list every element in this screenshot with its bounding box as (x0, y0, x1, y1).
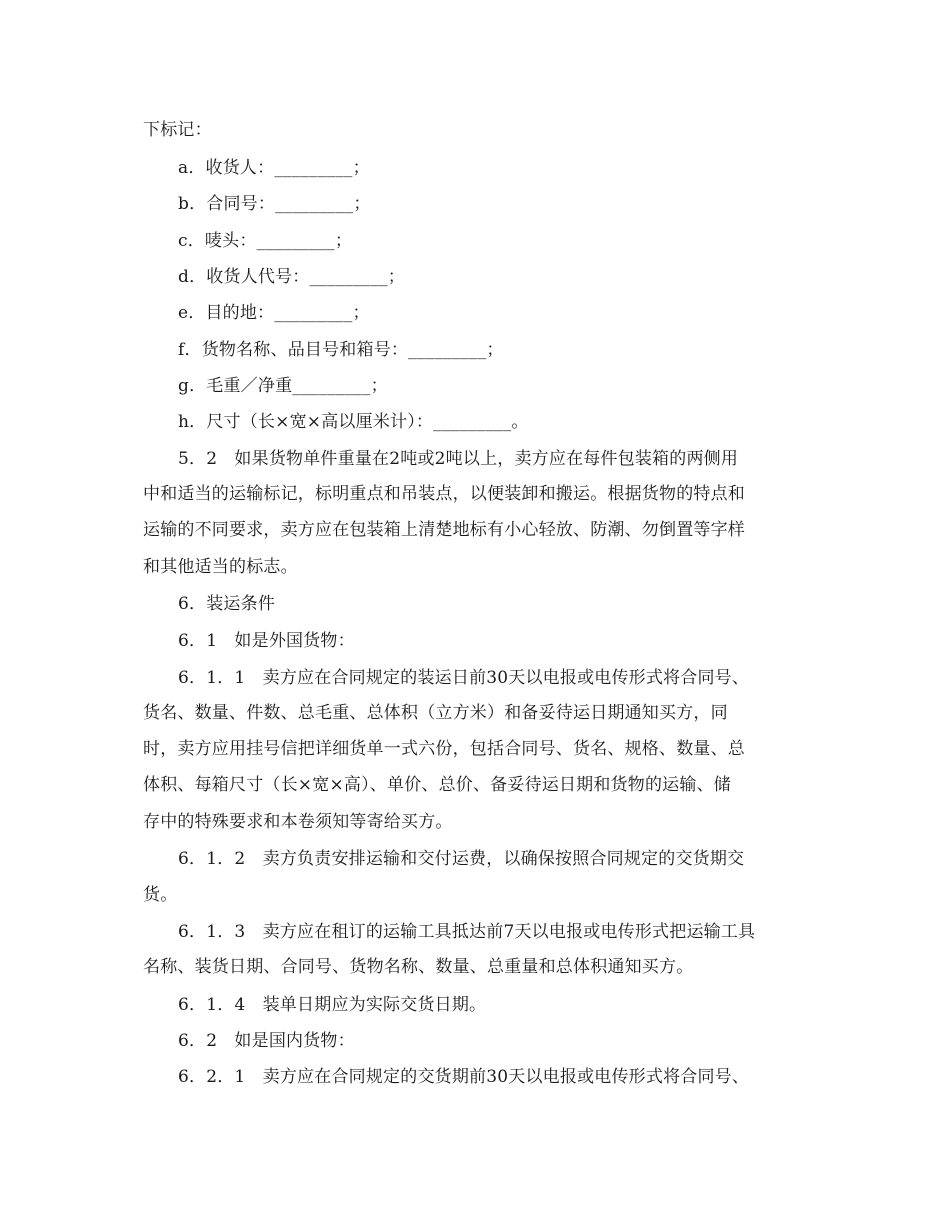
text-line: d．收货人代号：_________； (178, 267, 405, 287)
text-line: a．收货人：_________； (178, 158, 370, 178)
text-line: 5．2 如果货物单件重量在2吨或2吨以上，卖方应在每件包装箱的两侧用 (178, 449, 739, 469)
text-line: 运输的不同要求，卖方应在包装箱上清楚地标有小心轻放、防潮、勿倒置等字样 (143, 520, 745, 540)
text-line: g．毛重／净重_________； (178, 376, 388, 396)
text-line: 6．2 如是国内货物： (178, 1031, 355, 1051)
text-line: 货名、数量、件数、总毛重、总体积（立方米）和备妥待运日期通知买方，同 (143, 703, 728, 723)
text-line: 货。 (143, 885, 178, 905)
text-line: 6．2．1 卖方应在合同规定的交货期前30天以电报或电传形式将合同号、 (178, 1067, 750, 1087)
text-line: h．尺寸（长×宽×高以厘米计）：_________。 (178, 412, 529, 432)
text-line: 中和适当的运输标记，标明重点和吊装点，以便装卸和搬运。根据货物的特点和 (143, 484, 745, 504)
text-line: b．合同号：_________； (178, 194, 371, 214)
text-line: f．货物名称、品目号和箱号：_________； (178, 340, 504, 360)
text-line: 体积、每箱尺寸（长×宽×高）、单价、总价、备妥待运日期和货物的运输、储 (143, 775, 731, 795)
text-line: 名称、装货日期、合同号、货物名称、数量、总重量和总体积通知买方。 (143, 957, 694, 977)
text-line: e．目的地：_________； (178, 303, 370, 323)
text-line: 6．装运条件 (178, 594, 276, 614)
text-line: 时，卖方应用挂号信把详细货单一式六份，包括合同号、货名、规格、数量、总 (143, 739, 745, 759)
text-line: 6．1．2 卖方负责安排运输和交付运费，以确保按照合同规定的交货期交 (178, 849, 745, 869)
text-line: 下标记： (143, 120, 212, 140)
text-line: 存中的特殊要求和本卷须知等寄给买方。 (143, 812, 453, 832)
text-line: 6．1．1 卖方应在合同规定的装运日前30天以电报或电传形式将合同号、 (178, 668, 750, 688)
text-line: 和其他适当的标志。 (143, 557, 298, 577)
text-line: 6．1．3 卖方应在租订的运输工具抵达前7天以电报或电传形式把运输工具 (178, 922, 756, 942)
text-line: 6．1 如是外国货物： (178, 631, 355, 651)
text-line: 6．1．4 装单日期应为实际交货日期。 (178, 995, 487, 1015)
text-line: c．唛头：_________； (178, 231, 353, 251)
